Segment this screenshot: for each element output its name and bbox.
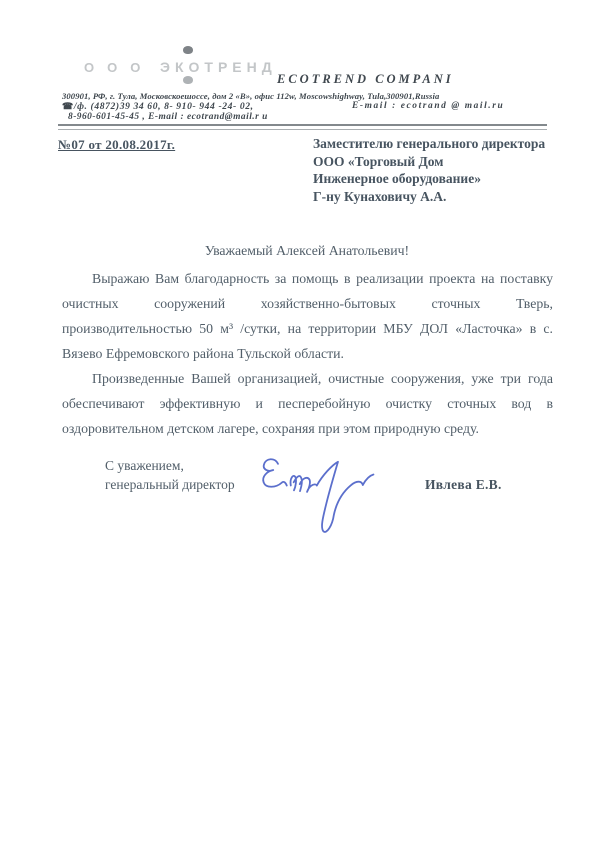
body-paragraph: Выражаю Вам благодарность за помощь в реализации проекта на поставку очистных сооружений хозяйственно-бытовых сточных Тверь, производительностью 50 м³ /сутки, на территории МБУ ДОЛ «Ласточка» в с. Вязево Ефремовского района Тульской области. xyxy=(62,271,553,361)
phone-email-line: 8-960-601-45-45 , E-mail : ecotrand@mail.r u xyxy=(68,112,268,122)
leaf-icon xyxy=(183,76,193,84)
logo-ooo-text: ООО xyxy=(84,60,154,75)
leaf-icon xyxy=(183,46,193,54)
phone-fax-numbers: /ф. (4872)39 34 60, 8- 910- 944 -24- 02, xyxy=(73,101,254,112)
handwritten-signature-ink xyxy=(241,438,422,544)
recipient-line: Заместителю генерального директора xyxy=(313,136,546,151)
phone-icon: ☎ xyxy=(62,101,74,111)
body-paragraph: Произведенные Вашей организацией, очистные сооружения, уже три года обеспечивают эффективную и песперебойную очистку сточных вод в оздоровительном детском лагере, сохраняя при этом природную среду. xyxy=(62,371,553,436)
recipient-line: Г-ну Кунаховичу А.А. xyxy=(313,188,447,204)
company-address: 300901, РФ, г. Тула, Московскоешоссе, дом 2 «В», офис 112w, Moscowshighway, Tula,300901,Russia xyxy=(62,91,440,101)
recipient-block xyxy=(313,135,563,205)
salutation: Уважаемый Алексей Анатольевич! xyxy=(204,243,410,258)
reference-number-date: №07 от 20.08.2017г. xyxy=(58,137,176,152)
logo-brand-text: ЭКОТРЕНД xyxy=(160,59,277,75)
company-name-english: ECOTREND COMPANI xyxy=(277,72,454,86)
recipient-line: Инженерное оборудование» xyxy=(313,171,481,186)
closing-line: генеральный директор xyxy=(105,477,235,492)
signer-name: Ивлева Е.В. xyxy=(425,477,502,492)
recipient-line: ООО «Торговый Дом xyxy=(313,153,444,169)
phone-fax-line xyxy=(62,101,254,112)
email-address: E-mail : ecotrand @ mail.ru xyxy=(352,101,505,111)
closing-line: С уважением, xyxy=(105,458,184,473)
closing-lines xyxy=(105,456,235,494)
letter-body xyxy=(62,266,553,441)
letterhead-divider xyxy=(58,124,547,130)
